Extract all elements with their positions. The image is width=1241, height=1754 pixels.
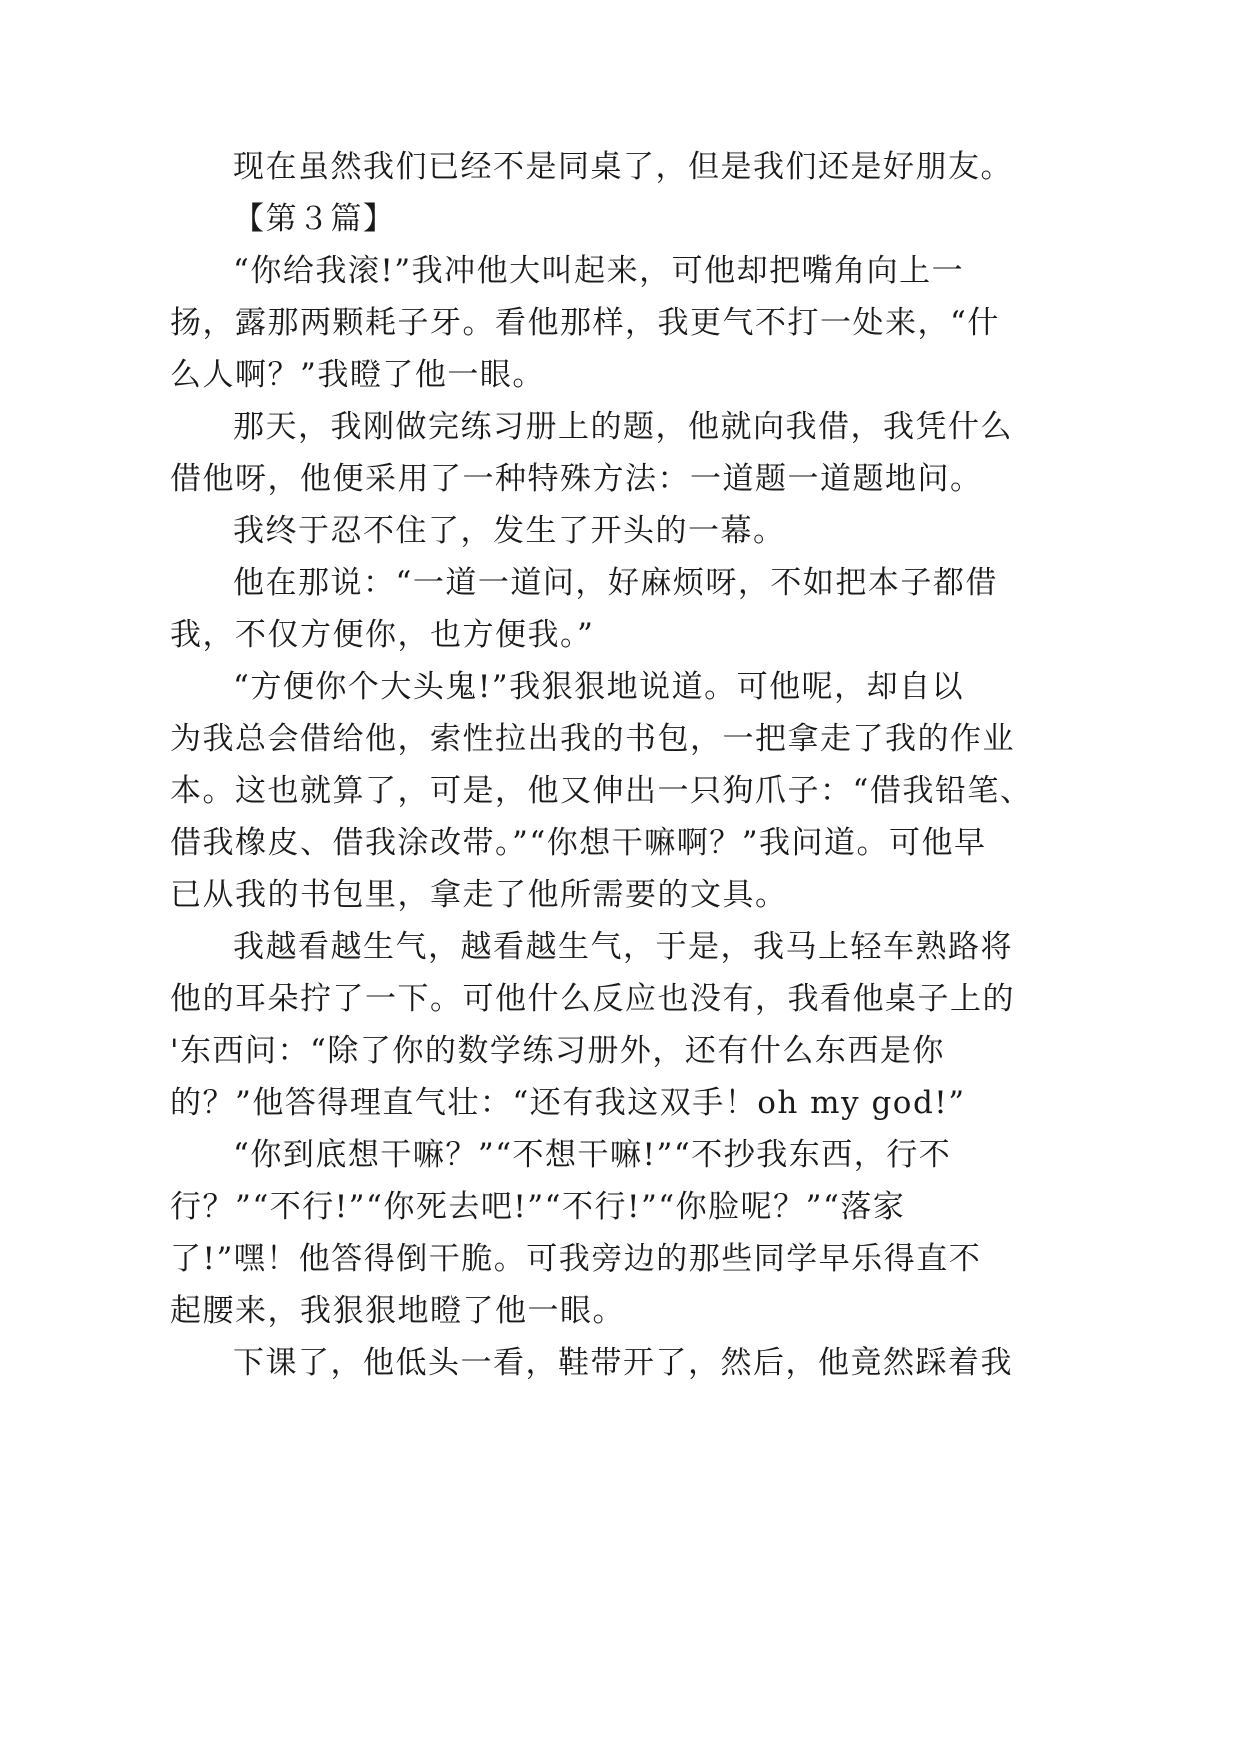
text-line: 借他呀，他便采用了一种特殊方法：一道题一道题地问。 — [170, 461, 983, 497]
text-line: 现在虽然我们已经不是同桌了，但是我们还是好朋友。 — [233, 149, 1013, 185]
text-line: 下课了，他低头一看，鞋带开了，然后，他竟然踩着我 — [233, 1345, 1013, 1381]
text-line: '东西问：“除了你的数学练习册外，还有什么东西是你 — [170, 1033, 945, 1069]
text-line: 借我橡皮、借我涂改带。”“你想干嘛啊？”我问道。可他早 — [170, 825, 987, 861]
text-line: 那天，我刚做完练习册上的题，他就向我借，我凭什么 — [233, 409, 1013, 445]
text-line: 为我总会借给他，索性拉出我的书包，一把拿走了我的作业 — [170, 721, 1015, 757]
text-line: 我终于忍不住了，发生了开头的一幕。 — [233, 513, 786, 549]
text-line: 么人啊？”我瞪了他一眼。 — [170, 357, 545, 393]
text-line: 他的耳朵拧了一下。可他什么反应也没有，我看他桌子上的 — [170, 981, 1015, 1017]
text-line: “你到底想干嘛？”“不想干嘛!”“不抄我东西，行不 — [233, 1137, 952, 1173]
text-line: 已从我的书包里，拿走了他所需要的文具。 — [170, 877, 788, 913]
text-line: 他在那说：“一道一道问，好麻烦呀，不如把本子都借 — [233, 565, 998, 601]
section-heading: 【第３篇】 — [233, 201, 396, 237]
text-line: 本。这也就算了，可是，他又伸出一只狗爪子：“借我铅笔、 — [170, 773, 1033, 809]
text-line: 行？”“不行!”“你死去吧!”“不行!”“你脸呢？”“落家 — [170, 1189, 906, 1225]
text-line: 扬，露那两颗耗子牙。看他那样，我更气不打一处来，“什 — [170, 305, 1000, 341]
text-line: “方便你个大头鬼!”我狠狠地说道。可他呢，却自以 — [233, 669, 965, 705]
text-line: 起腰来，我狠狠地瞪了他一眼。 — [170, 1293, 625, 1329]
text-line: 了!”嘿！他答得倒干脆。可我旁边的那些同学早乐得直不 — [170, 1241, 982, 1277]
text-line: “你给我滚!”我冲他大叫起来，可他却把嘴角向上一 — [233, 253, 965, 289]
text-line: 的？”他答得理直气壮：“还有我这双手！oh my god!” — [170, 1085, 966, 1121]
text-line: 我越看越生气，越看越生气，于是，我马上轻车熟路将 — [233, 929, 1013, 965]
text-line: 我，不仅方便你，也方便我。” — [170, 617, 595, 653]
